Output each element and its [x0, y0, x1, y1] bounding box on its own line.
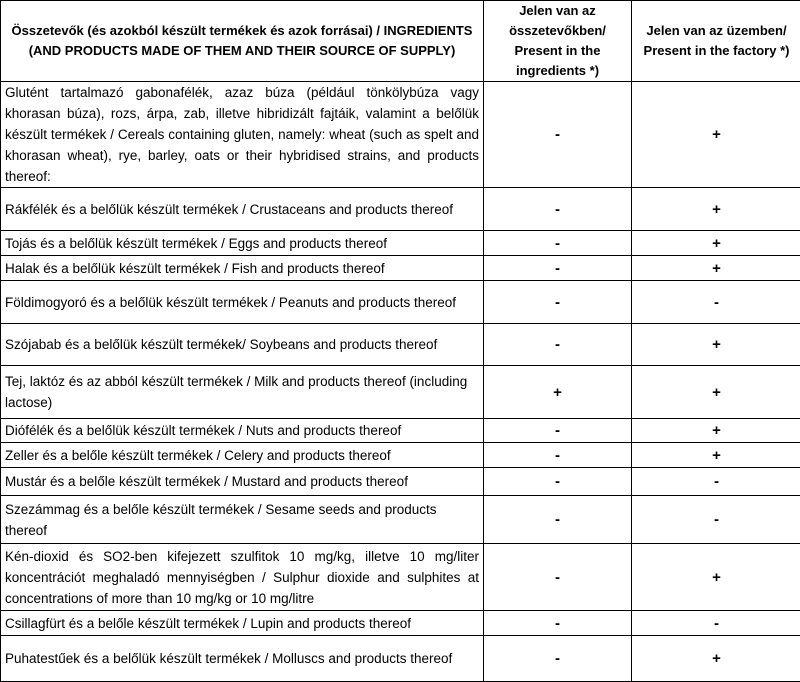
present-in-factory-cell: +	[632, 324, 800, 366]
ingredient-cell: Kén-dioxid és SO2-ben kifejezett szulfitok 10 mg/kg, illetve 10 mg/liter koncentrációt meghaladó mennyiségben / Sulphur dioxide and sulphites at concentrations of more than 10 mg/kg or 10 mg/litre	[1, 544, 484, 611]
table-row	[1, 188, 800, 231]
header-in-ingredients: Jelen van az összetevőkben/ Present in the ingredients *)	[484, 1, 632, 82]
present-in-ingredients-cell: -	[484, 443, 632, 468]
table-row	[1, 82, 800, 188]
ingredient-cell: Tojás és a belőlük készült termékek / Eggs and products thereof	[1, 231, 484, 256]
present-in-factory-cell: +	[632, 256, 800, 281]
ingredient-cell: Diófélék és a belőlük készült termékek / Nuts and products thereof	[1, 419, 484, 443]
present-in-ingredients-cell: -	[484, 611, 632, 636]
table-row	[1, 366, 800, 419]
header-in-factory: Jelen van az üzemben/ Present in the factory *)	[632, 1, 800, 82]
present-in-ingredients-cell: +	[484, 366, 632, 419]
present-in-ingredients-cell: -	[484, 419, 632, 443]
present-in-ingredients-cell: -	[484, 636, 632, 682]
present-in-factory-cell: +	[632, 188, 800, 231]
ingredient-cell: Rákfélék és a belőlük készült termékek / Crustaceans and products thereof	[1, 188, 484, 231]
table-row	[1, 468, 800, 496]
present-in-ingredients-cell: -	[484, 281, 632, 324]
present-in-ingredients-cell: -	[484, 324, 632, 366]
table-row	[1, 443, 800, 468]
table-row	[1, 636, 800, 682]
table-row	[1, 231, 800, 256]
present-in-factory-cell: -	[632, 468, 800, 496]
present-in-factory-cell: +	[632, 82, 800, 188]
table-row	[1, 496, 800, 544]
header-row	[1, 1, 800, 82]
ingredient-cell: Szójabab és a belőlük készült termékek/ Soybeans and products thereof	[1, 324, 484, 366]
present-in-ingredients-cell: -	[484, 256, 632, 281]
ingredient-cell: Tej, laktóz és az abból készült termékek / Milk and products thereof (including lactose)	[1, 366, 484, 419]
table-row	[1, 256, 800, 281]
ingredient-cell: Puhatestűek és a belőlük készült termékek / Molluscs and products thereof	[1, 636, 484, 682]
present-in-factory-cell: -	[632, 611, 800, 636]
table-row	[1, 544, 800, 611]
header-ingredients: Összetevők (és azokból készült termékek és azok forrásai) / INGREDIENTS (AND PRODUCTS MADE OF THEM AND THEIR SOURCE OF SUPPLY)	[1, 1, 484, 82]
present-in-factory-cell: +	[632, 419, 800, 443]
present-in-ingredients-cell: -	[484, 496, 632, 544]
ingredient-cell: Glutént tartalmazó gabonafélék, azaz búza (például tönkölybúza vagy khorasan búza), rozs, árpa, zab, illetve hibridizált fajtáik, valamint a belőlük készült termékek / Cereals containing gluten, namely: wheat (such as spelt and khorasan wheat), rye, barley, oats or their hybridised strains, and products thereof:	[1, 82, 484, 188]
table-row	[1, 419, 800, 443]
table-row	[1, 324, 800, 366]
present-in-factory-cell: -	[632, 496, 800, 544]
present-in-factory-cell: +	[632, 544, 800, 611]
present-in-ingredients-cell: -	[484, 544, 632, 611]
present-in-factory-cell: +	[632, 231, 800, 256]
ingredient-cell: Zeller és a belőle készült termékek / Celery and products thereof	[1, 443, 484, 468]
present-in-ingredients-cell: -	[484, 82, 632, 188]
ingredient-cell: Mustár és a belőle készült termékek / Mustard and products thereof	[1, 468, 484, 496]
present-in-ingredients-cell: -	[484, 188, 632, 231]
present-in-factory-cell: +	[632, 366, 800, 419]
ingredient-cell: Csillagfürt és a belőle készült termékek / Lupin and products thereof	[1, 611, 484, 636]
present-in-ingredients-cell: -	[484, 468, 632, 496]
present-in-factory-cell: +	[632, 636, 800, 682]
ingredient-cell: Halak és a belőlük készült termékek / Fish and products thereof	[1, 256, 484, 281]
ingredient-cell: Földimogyoró és a belőlük készült termékek / Peanuts and products thereof	[1, 281, 484, 324]
present-in-factory-cell: +	[632, 443, 800, 468]
present-in-factory-cell: -	[632, 281, 800, 324]
present-in-ingredients-cell: -	[484, 231, 632, 256]
table-row	[1, 281, 800, 324]
table-row	[1, 611, 800, 636]
ingredient-cell: Szezámmag és a belőle készült termékek / Sesame seeds and products thereof	[1, 496, 484, 544]
